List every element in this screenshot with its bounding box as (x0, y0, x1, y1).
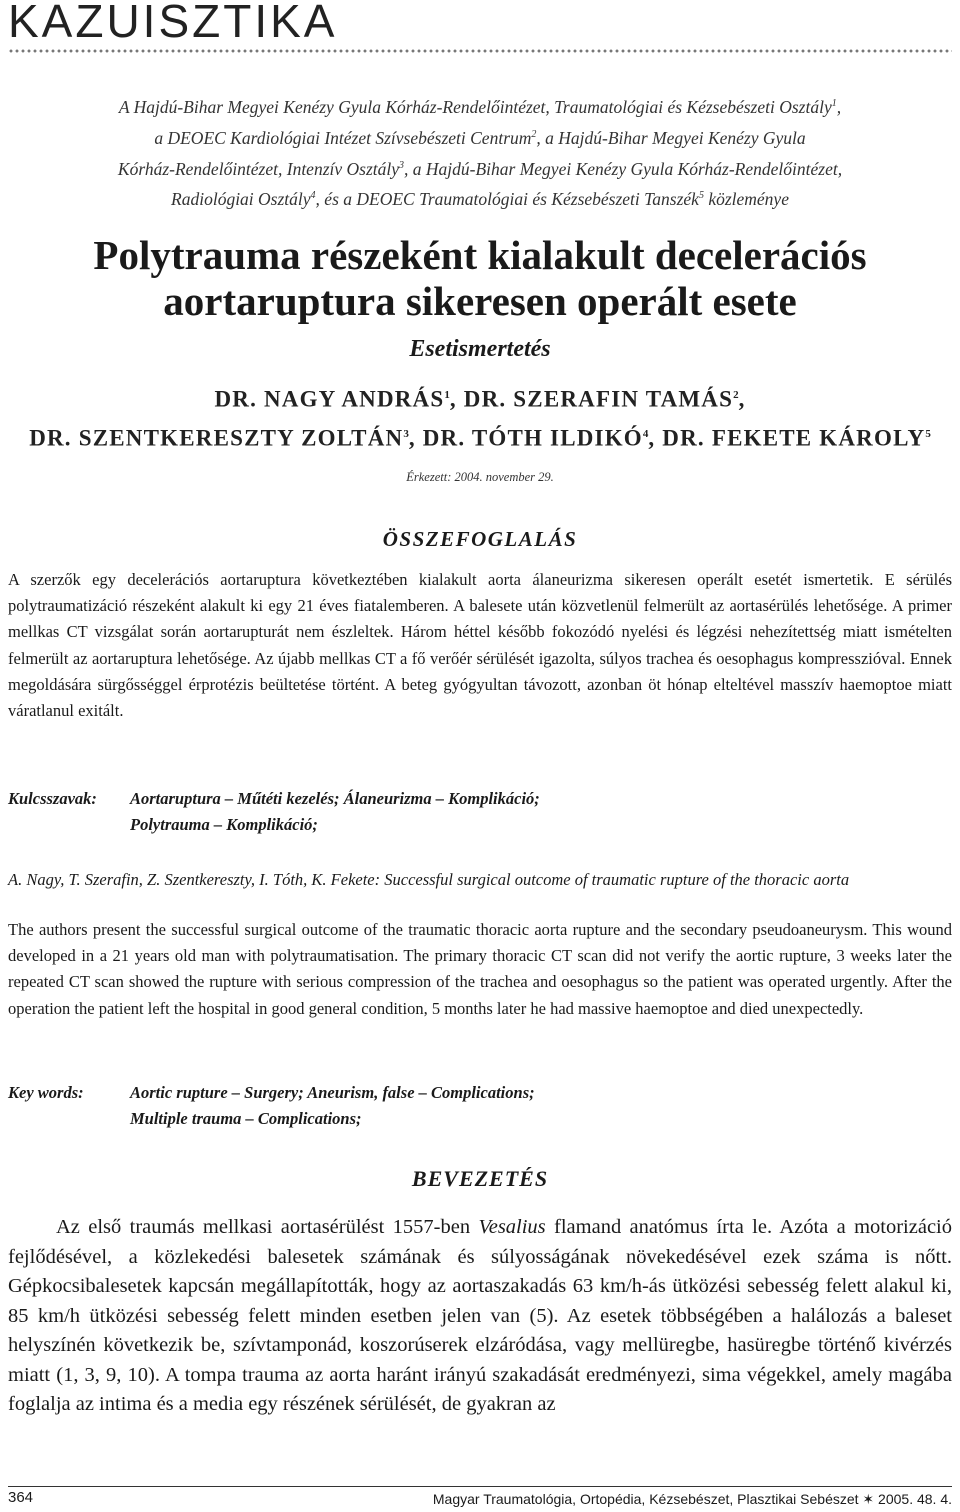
affiliation-line: A Hajdú-Bihar Megyei Kenézy Gyula Kórház-Rendelőintézet, Traumatológiai és Kézsebészeti Osztály$^1$, (118, 96, 842, 117)
page-number: 364 (8, 1489, 34, 1506)
affiliations (40, 90, 920, 213)
received-date: Érkezett: 2004. november 29. (406, 470, 554, 484)
summary-heading: ÖSSZEFOGLALÁS (382, 527, 578, 551)
author: DR. SZENTKERESZTY ZOLTÁN (29, 425, 404, 451)
author: DR. NAGY ANDRÁS (214, 386, 445, 412)
affiliation-line: a DEOEC Kardiológiai Intézet Szívsebészeti Centrum$^2$, a Hajdú-Bihar Megyei Kenézy Gyula (154, 127, 806, 148)
english-abstract: The authors present the successful surgical outcome of the traumatic thoracic aorta rupture and the secondary pseudoaneurysm. This wound developed in a 21 years old man with polytraumatisation. The primary thoracic CT scan did not verify the aortic rupture, 3 weeks later the repeated CT scan showed the rupture with serious compression of the trachea and oesophagus so the patient was operated urgently. After the operation the patient left the hospital in good general condition, 5 months later he had massive haemoptoe and died unexpectedly. (8, 920, 952, 1018)
author-list: DR. NAGY ANDRÁS$^1$, DR. SZERAFIN TAMÁS$^2$, DR. SZENTKERESZTY ZOLTÁN$^3$, DR. TÓTH ILDIKÓ$^4$, DR. FEKETE KÁROLY$^5$ (29, 386, 931, 451)
keywords-label: Kulcsszavak: (8, 789, 97, 808)
keywords-value: Aortaruptura – Műtéti kezelés; Álaneurizma – Komplikáció; Polytrauma – Komplikáció; (130, 789, 540, 834)
author: DR. FEKETE KÁROLY (662, 425, 926, 451)
decorative-rule (8, 48, 952, 54)
footer-rule (8, 1486, 952, 1487)
intro-text: Az első traumás mellkasi aortasérülést 1557-ben Vesalius flamand anatómus írta le. Azóta a motorizáció fejlődésével, a közlekedési balesetek számának és súlyosságának növekedésével ezek száma is nőtt. Gépkocsibalesetek kapcsán megállapították, hogy az aortaszakadás 63 km/h-ás ütközési sebesség felett alakul ki, 85 km/h ütközési sebesség felett minden esetben jelen van (5). Az esetek többségében a halálozás a baleset helyszínén következik be, szívtamponád, koszorúserek elzáródása, vagy mellüregbe, hasüregbe történő kivérzés miatt (1, 3, 9, 10). A tompa trauma az aorta haránt irányú szakadását eredményezi, sima végekkel, amely magába foglalja az intima és a media egy részének sérülését, de gyakran az (8, 1216, 952, 1415)
affiliation-line: Radiológiai Osztály$^4$, és a DEOEC Traumatológiai és Kézsebészeti Tanszék$^5$ közleménye (171, 189, 789, 210)
section-heading: KAZUISZTIKA (8, 0, 338, 47)
affiliation-line: Kórház-Rendelőintézet, Intenzív Osztály$^3$, a Hajdú-Bihar Megyei Kenézy Gyula Kórház-Rendelőintézet, (117, 158, 843, 179)
journal-citation: Magyar Traumatológia, Ortopédia, Kézsebészet, Plasztikai Sebészet ✶ 2005. 48. 4. (432, 1491, 952, 1507)
keywords-label: Key words: (8, 1083, 84, 1102)
article-title: Polytrauma részeként kialakult decelerációs aortaruptura sikeresen operált esete (93, 232, 867, 324)
english-title: A. Nagy, T. Szerafin, Z. Szentkereszty, I. Tóth, K. Fekete: Successful surgical outcome of traumatic rupture of the thoracic aorta (8, 870, 850, 889)
intro-heading: BEVEZETÉS (411, 1166, 549, 1191)
keywords-value: Aortic rupture – Surgery; Aneurism, false – Complications; Multiple trauma – Complications; (130, 1083, 535, 1128)
author: DR. SZERAFIN TAMÁS (463, 386, 734, 412)
author: DR. TÓTH ILDIKÓ (422, 425, 643, 451)
article-subtitle: Esetismertetés (409, 336, 551, 362)
summary-text: A szerzők egy decelerációs aortaruptura következtében kialakult aorta álaneurizma sikeresen operált esetét ismertetik. E sérülés polytraumatizáció részeként alakult ki egy 21 éves fiatalemberen. A balesete után közvetlenül felmerült az aortasérülés lehetősége. A primer mellkas CT vizsgálat során aortarupturát nem észleltek. Három héttel később fokozódó nyelési és légzési nehezítettség miatt ismételten felmerült az aortaruptura lehetősége. Az újabb mellkas CT a fő verőér sérülését igazolta, súlyos trachea és oesophagus kompresszióval. Ennek megoldására sürgősséggel érprotézis beültetése történt. A beteg gyógyultan távozott, azonban öt hónap elteltével masszív haemoptoe miatt váratlanul exitált. (8, 570, 952, 721)
